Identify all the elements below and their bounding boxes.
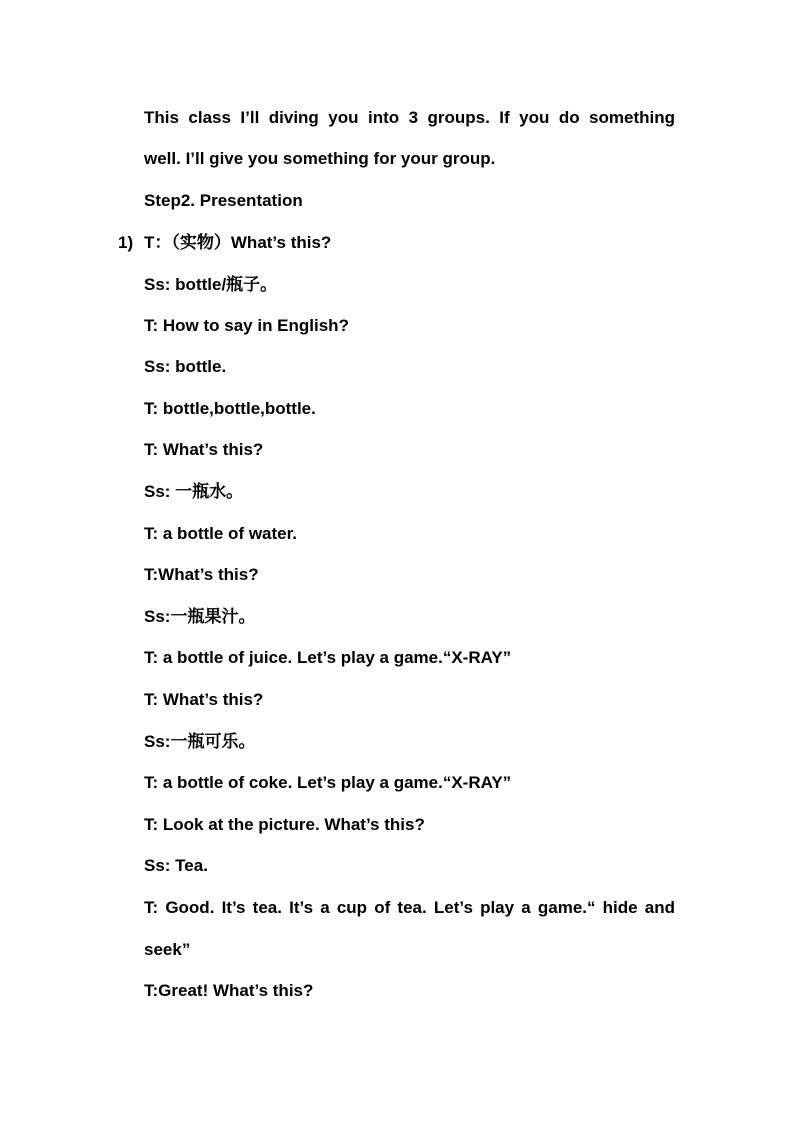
dialogue-line: T: a bottle of juice. Let’s play a game.“X-RAY” bbox=[144, 648, 512, 667]
dialogue-line: T: What’s this? bbox=[144, 690, 264, 709]
dialogue-line: Ss: bottle/瓶子。 bbox=[144, 275, 278, 294]
dialogue-line: T：（实物）What’s this? bbox=[144, 233, 332, 252]
dialogue-line: T: Look at the picture. What’s this? bbox=[144, 815, 425, 834]
intro-line-2: well. I’ll give you something for your group. bbox=[144, 149, 496, 168]
list-marker: 1) bbox=[118, 233, 134, 252]
dialogue-line: Ss: 一瓶水。 bbox=[144, 482, 244, 501]
dialogue-line: T: How to say in English? bbox=[144, 316, 349, 335]
dialogue-line: seek” bbox=[144, 940, 191, 959]
dialogue-line: Ss:一瓶可乐。 bbox=[144, 732, 256, 751]
dialogue-line: Ss: Tea. bbox=[144, 856, 208, 875]
dialogue-line: T: a bottle of water. bbox=[144, 524, 298, 543]
dialogue-line: T: bottle,bottle,bottle. bbox=[144, 399, 316, 418]
dialogue-line: T: What’s this? bbox=[144, 440, 264, 459]
intro-line-1: This class I’ll diving you into 3 groups. If you do something bbox=[144, 108, 675, 127]
dialogue-line: T:Great! What’s this? bbox=[144, 981, 314, 1000]
dialogue-line: Ss:一瓶果汁。 bbox=[144, 607, 256, 626]
dialogue-line: T: a bottle of coke. Let’s play a game.“X-RAY” bbox=[144, 773, 512, 792]
dialogue-line: Ss: bottle. bbox=[144, 357, 227, 376]
step-heading: Step2. Presentation bbox=[144, 191, 303, 210]
dialogue-line: T: Good. It’s tea. It’s a cup of tea. Let’s play a game.“ hide and bbox=[144, 898, 675, 917]
dialogue-line: T:What’s this? bbox=[144, 565, 259, 584]
